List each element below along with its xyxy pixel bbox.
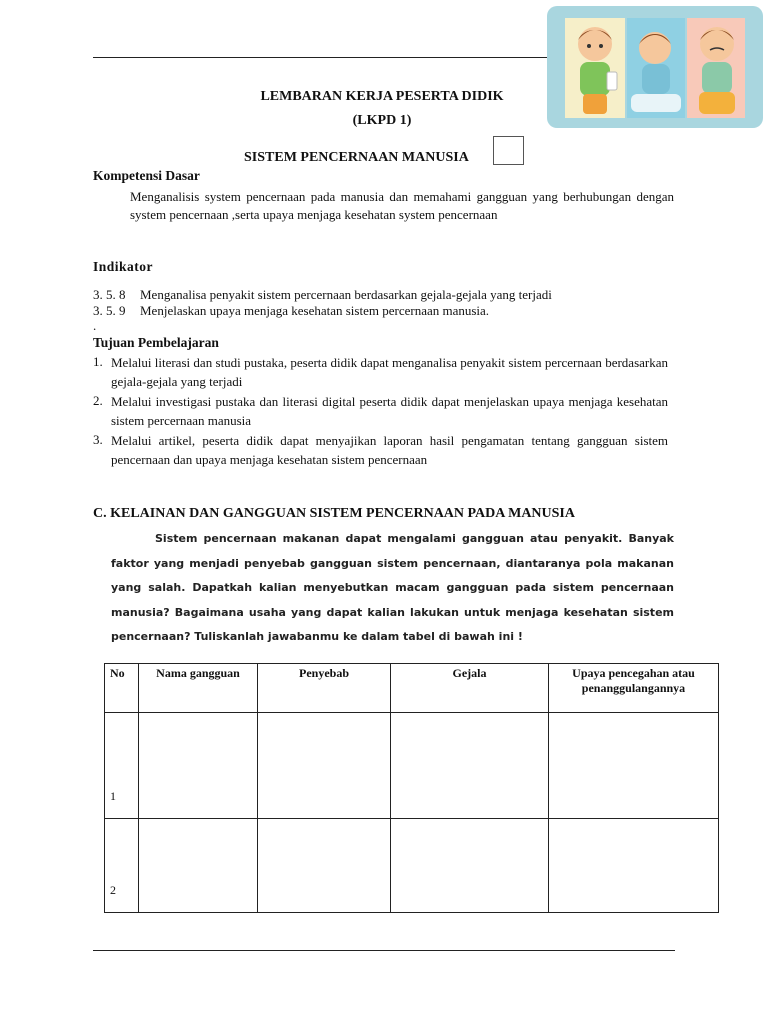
- col-upaya: Upaya pencegahan atau penanggulangannya: [549, 664, 719, 713]
- indikator-text-1: Menganalisa penyakit sistem percernaan berdasarkan gejala-gejala yang terjadi: [140, 287, 552, 302]
- indikator-text-2: Menjelaskan upaya menjaga kesehatan sistem percernaan manusia.: [140, 303, 490, 318]
- bottom-rule: [93, 950, 675, 951]
- col-gejala: Gejala: [391, 664, 549, 713]
- col-penyebab: Penyebab: [258, 664, 391, 713]
- tujuan-text-2: Melalui investigasi pustaka dan literasi digital peserta didik dapat menjelaskan upaya menjaga kesehatan sistem percernaan manusia: [111, 394, 668, 428]
- tujuan-num-3: 3.: [93, 432, 103, 447]
- cell-penyebab[interactable]: [258, 713, 391, 819]
- worksheet-title: LEMBARAN KERJA PESERTA DIDIK: [260, 89, 504, 104]
- col-nama-gangguan: Nama gangguan: [139, 664, 258, 713]
- cell-gejala[interactable]: [391, 713, 549, 819]
- answer-checkbox[interactable]: [493, 136, 524, 165]
- tujuan-num-2: 2.: [93, 393, 103, 408]
- tujuan-text-1: Melalui literasi dan studi pustaka, peserta didik dapat menganalisa penyakit sistem percernaan berdasarkan gejala-gejala yang terjadi: [111, 355, 668, 389]
- table-row: [105, 819, 719, 913]
- cell-penyebab[interactable]: [258, 819, 391, 913]
- indikator-num-1: 3. 5. 8: [93, 287, 126, 302]
- col-no: No: [105, 664, 139, 713]
- section-c-heading: C. KELAINAN DAN GANGGUAN SISTEM PENCERNAAN PADA MANUSIA: [93, 506, 575, 521]
- cell-gejala[interactable]: [391, 819, 549, 913]
- tujuan-heading: Tujuan Pembelajaran: [93, 335, 219, 350]
- tujuan-text-3: Melalui artikel, peserta didik dapat menyajikan laporan hasil pengamatan tentang gangguan sistem pencernaan dan upaya menjaga kesehatan sistem pencernaan: [111, 433, 668, 467]
- cell-nama-gangguan[interactable]: [139, 713, 258, 819]
- row-number: 2: [105, 819, 139, 913]
- indikator-dot: .: [93, 318, 97, 333]
- section-c-intro: [111, 527, 674, 650]
- cell-upaya[interactable]: [549, 713, 719, 819]
- section-c-intro-text: Sistem pencernaan makanan dapat mengalami gangguan atau penyakit. Banyak faktor yang menjadi penyebab gangguan sistem pencernaan, diantaranya pola makanan yang salah. Dapatkah kalian menyebutkan macam gangguan pada sistem pencernaan manusia? Bagaimana usaha yang dapat kalian lakukan untuk menjaga kesehatan sistem pencernaan? Tuliskanlah jawabanmu ke dalam tabel di bawah ini !: [111, 532, 674, 643]
- kompetensi-heading: Kompetensi Dasar: [93, 168, 200, 183]
- illustration-figure: [547, 6, 763, 128]
- cell-upaya[interactable]: [549, 819, 719, 913]
- cell-nama-gangguan[interactable]: [139, 819, 258, 913]
- topic-title: [244, 150, 469, 166]
- table-header-row: [105, 664, 719, 713]
- stomach-ache-illustration: [547, 6, 763, 128]
- top-rule: [93, 57, 548, 58]
- kompetensi-text: Menganalisis system pencernaan pada manusia dan memahami gangguan yang berhubungan dengan system pencernaan ,serta upaya menjaga kesehatan system pencernaan: [130, 189, 674, 222]
- answer-table: [104, 663, 719, 913]
- indikator-num-2: 3. 5. 9: [93, 303, 126, 318]
- worksheet-code: (LKPD 1): [352, 113, 412, 128]
- topic-text: SISTEM PENCERNAAN MANUSIA: [244, 150, 469, 165]
- row-number: 1: [105, 713, 139, 819]
- tujuan-num-1: 1.: [93, 354, 103, 369]
- table-row: [105, 713, 719, 819]
- indikator-heading: Indikator: [93, 259, 154, 274]
